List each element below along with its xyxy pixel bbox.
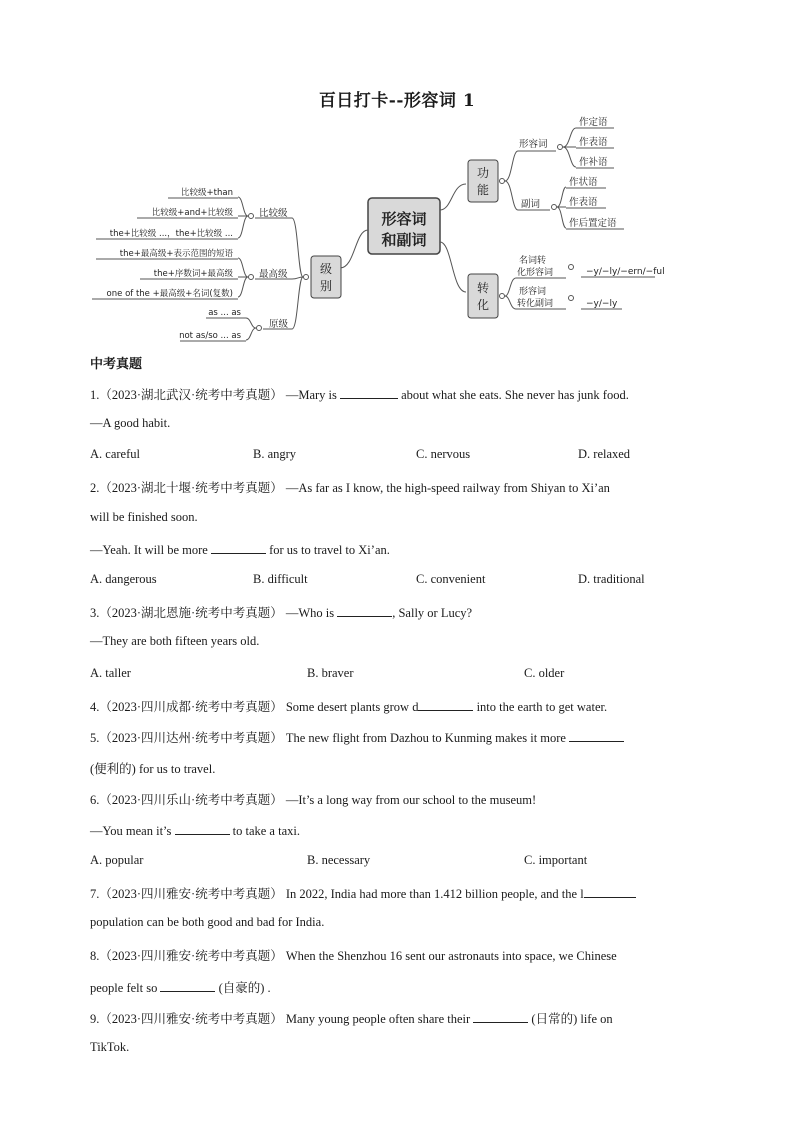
superlative-pattern-3: one of the +最高级+名词(复数) (106, 289, 233, 299)
conversion-noun-to-adj-2: 化形容词 (517, 268, 554, 278)
function-label-1: 功 (476, 166, 490, 180)
question-9: 9.（2023·四川雅安·统考中考真题） Many young people often share their (日常的) life on (90, 1012, 613, 1026)
page-title: 百日打卡--形容词 1 (318, 91, 476, 111)
q1-option-c[interactable]: C. nervous (416, 447, 471, 461)
comparative-pattern-3: the+比较级 ...，the+比较级 ... (109, 229, 233, 239)
question-3-reply: —They are both fifteen years old. (90, 634, 260, 648)
adj-usage-3: 作补语 (579, 157, 608, 168)
question-8: 8.（2023·四川雅安·统考中考真题） When the Shenzhou 16 sent our astronauts into space, we Chinese (90, 949, 617, 963)
q3-option-b[interactable]: B. braver (307, 666, 354, 680)
positive-pattern-1: as ... as (208, 308, 241, 318)
question-2: 2.（2023·湖北十堰·统考中考真题） —As far as I know, the high-speed railway from Shiyan to Xi’an (90, 481, 610, 495)
question-2-cont: will be finished soon. (90, 510, 198, 524)
adv-usage-3: 作后置定语 (569, 218, 617, 229)
function-label-2: 能 (476, 183, 490, 197)
mind-map (0, 110, 794, 350)
q6-option-b[interactable]: B. necessary (307, 853, 371, 867)
question-5: 5.（2023·四川达州·统考中考真题） The new flight from Dazhou to Kunming makes it more (90, 728, 624, 746)
answer-blank[interactable] (418, 698, 473, 711)
comparative-pattern-1: 比较级+than (181, 188, 233, 198)
answer-blank[interactable] (160, 979, 215, 992)
grade-label-2: 别 (319, 279, 333, 293)
answer-blank[interactable] (175, 822, 230, 835)
grade-superlative: 最高级 (259, 269, 288, 280)
answer-blank[interactable] (584, 885, 636, 898)
question-4: 4.（2023·四川成都·统考中考真题） Some desert plants grow d into the earth to get water. (90, 700, 608, 714)
superlative-pattern-1: the+最高级+表示范围的短语 (119, 249, 233, 259)
comparative-pattern-2: 比较级+and+比较级 (151, 208, 233, 218)
conversion-adj-to-adv-1: 形容词 (519, 287, 547, 297)
q6-option-c[interactable]: C. important (524, 853, 588, 867)
question-6: 6.（2023·四川乐山·统考中考真题） —It’s a long way from our school to the museum! (90, 793, 537, 807)
function-adverb: 副词 (521, 199, 541, 210)
adj-usage-1: 作定语 (579, 117, 608, 128)
q3-option-a[interactable]: A. taller (90, 666, 131, 680)
q2-option-b[interactable]: B. difficult (253, 572, 308, 586)
question-2-reply: —Yeah. It will be more for us to travel to Xi’an. (90, 543, 390, 557)
adv-usage-1: 作状语 (569, 177, 598, 188)
answer-blank[interactable] (473, 1010, 528, 1023)
positive-pattern-2: not as/so ... as (179, 331, 241, 341)
question-9-cont: TikTok. (90, 1040, 130, 1054)
question-7-cont: population can be both good and bad for India. (90, 915, 325, 929)
q2-option-a[interactable]: A. dangerous (90, 572, 157, 586)
conversion-suffix-2: −y/−ly (586, 299, 618, 309)
conversion-adj-to-adv-2: 转化副词 (517, 299, 554, 309)
q2-option-c[interactable]: C. convenient (416, 572, 486, 586)
mindmap-center-line2: 和副词 (381, 231, 427, 249)
adj-usage-2: 作表语 (579, 137, 608, 148)
answer-blank[interactable] (340, 386, 398, 399)
answer-blank[interactable] (569, 729, 624, 742)
answer-blank[interactable] (211, 541, 266, 554)
section-heading: 中考真题 (90, 357, 143, 372)
question-1: 1.（2023·湖北武汉·统考中考真题） —Mary is about what she eats. She never has junk food. (90, 388, 629, 402)
mindmap-center-line1: 形容词 (381, 210, 427, 228)
q1-option-b[interactable]: B. angry (253, 447, 297, 461)
grade-positive: 原级 (269, 319, 289, 330)
conversion-suffix-1: −y/−ly/−ern/−ful (586, 267, 665, 277)
q6-option-a[interactable]: A. popular (90, 853, 144, 867)
q3-option-c[interactable]: C. older (524, 666, 565, 680)
conversion-label-1: 转 (476, 281, 490, 295)
superlative-pattern-2: the+序数词+最高级 (153, 269, 233, 279)
question-8-cont: people felt so (自豪的) . (90, 981, 271, 995)
function-adjective: 形容词 (519, 139, 548, 150)
conversion-label-2: 化 (476, 298, 490, 312)
question-6-reply: —You mean it’s to take a taxi. (90, 824, 300, 838)
question-1-reply: —A good habit. (90, 416, 171, 430)
conversion-noun-to-adj-1: 名词转 (519, 256, 547, 266)
answer-blank[interactable] (337, 604, 392, 617)
grade-label-1: 级 (319, 262, 333, 276)
q1-option-a[interactable]: A. careful (90, 447, 140, 461)
grade-comparative: 比较级 (259, 208, 288, 219)
question-3: 3.（2023·湖北恩施·统考中考真题） —Who is , Sally or Lucy? (90, 606, 473, 620)
question-7: 7.（2023·四川雅安·统考中考真题） In 2022, India had more than 1.412 billion people, and the l (90, 884, 636, 902)
adv-usage-2: 作表语 (569, 197, 598, 208)
q2-option-d[interactable]: D. traditional (578, 572, 645, 586)
q1-option-d[interactable]: D. relaxed (578, 447, 631, 461)
question-5-cont: (便利的) for us to travel. (90, 762, 216, 776)
